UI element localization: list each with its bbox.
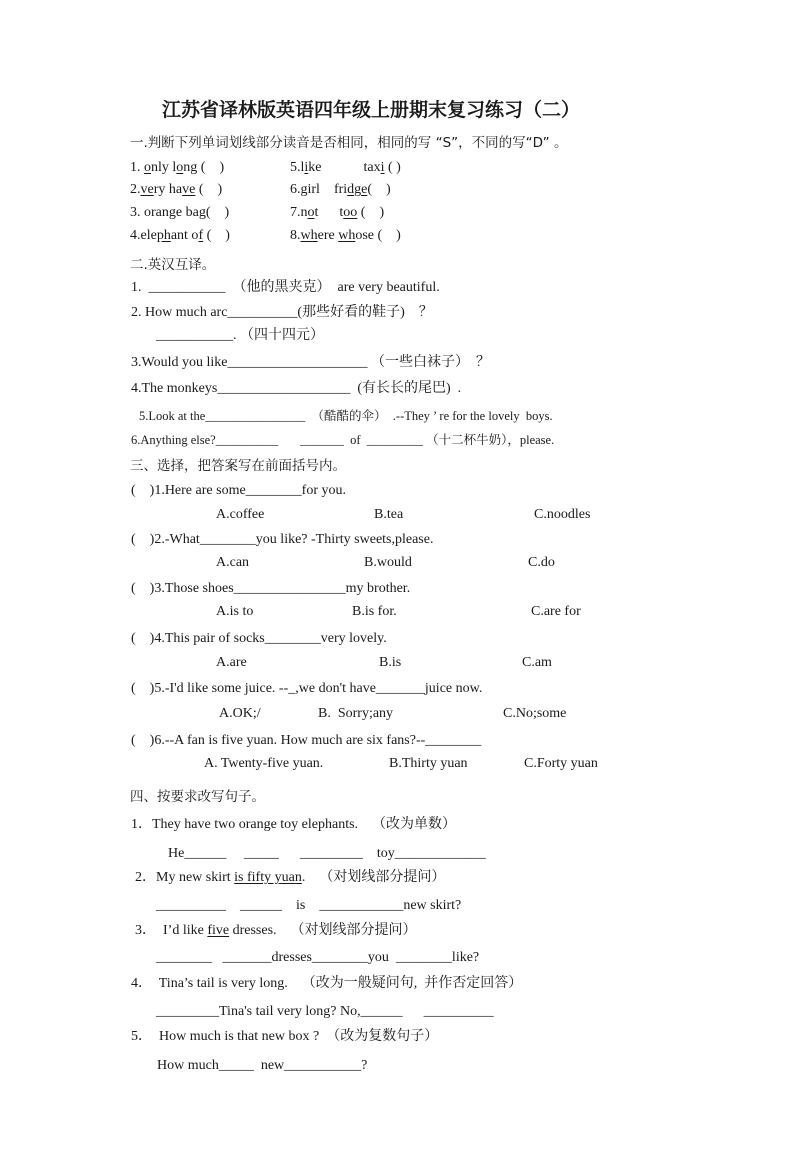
underlined-text: i [380,160,385,175]
section-1-heading: 一.判断下列单词划线部分读音是否相同，相同的写 “S”，不同的写“D” 。 [130,135,568,151]
choice-option-b: B. Sorry;any [318,706,394,721]
underlined-text: wh [338,228,356,243]
translation-item-2-answer: ___________. （四十四元） [156,328,324,343]
choice-option-a: A.OK;/ [219,706,261,721]
choice-option-b: B.is for. [352,604,397,619]
choice-option-c: C.Forty yuan [524,756,598,771]
rewrite-question [135,922,417,940]
underlined-text: ph [156,228,171,243]
text-segment: irl fri [307,182,348,197]
underlined-text: o [176,160,184,175]
text-segment: t t [314,205,344,220]
text-segment: ant o [170,228,199,243]
choice-option-b: B.is [379,655,402,670]
underlined-text: i [304,160,309,175]
phonics-item-right [290,204,384,222]
choice-question-stem: ( )1.Here are some________for you. [131,483,346,498]
choice-option-b: B.tea [374,507,404,522]
underlined-text: o [144,160,151,175]
text-segment: 5． How much is that new box ? （改为复数句子） [131,1029,439,1044]
phonics-item-right [290,227,401,245]
text-segment: 5.l [290,160,305,175]
text-segment: 4.ele [130,228,157,243]
text-segment: 3． I’d like [135,923,208,938]
text-segment: ( ) [367,182,391,197]
choice-option-c: C.noodles [534,507,591,522]
translation-item-4: 4.The monkeys___________________ (有长长的尾巴) . [131,381,462,396]
rewrite-answer-line: __________ ______ is ____________new skirt? [156,898,462,913]
choice-option-a: A. Twenty-five yuan. [204,756,324,771]
text-segment: ( ) [203,228,230,243]
rewrite-answer-line: He______ _____ _________ toy_____________ [168,846,486,861]
choice-option-c: C.do [528,555,555,570]
translation-item-2: 2. How much arc__________(那些好看的鞋子) ？ [131,305,433,320]
underlined-text: g [198,205,206,220]
text-segment: 7.n [290,205,308,220]
text-segment: ( ) [195,182,223,197]
text-segment: ( ) [357,205,385,220]
text-segment: ng ( ) [183,160,225,175]
phonics-item-left [130,204,229,222]
underlined-text: ve [182,182,196,197]
underlined-text: ve [140,182,154,197]
phonics-item-left [130,159,224,177]
rewrite-question [135,869,445,887]
section-2-heading: 二.英汉互译。 [130,257,216,273]
rewrite-question [131,1028,438,1046]
text-segment: ke tax [308,160,381,175]
choice-question-stem: ( )5.-I'd like some juice. --_,we don't have_______juice now. [131,681,483,696]
text-segment: ry ha [153,182,183,197]
underlined-text: is fifty yuan [234,870,302,885]
section-3-heading: 三、选择，把答案写在前面括号内。 [130,458,346,474]
choice-option-a: A.is to [216,604,254,619]
rewrite-answer-line: ________ _______dresses________you ________like? [156,950,480,965]
choice-option-a: A.coffee [216,507,265,522]
phonics-item-right [290,181,391,199]
text-segment: 1. [130,160,144,175]
text-segment: 4． Tina’s tail is very long. （改为一般疑问句, 并作否定回答） [131,976,523,991]
page-title: 江苏省译林版英语四年级上册期末复习练习（二） [162,99,581,121]
underlined-text: o [307,205,315,220]
text-segment: ere [317,228,339,243]
rewrite-question [131,975,522,993]
underlined-text: wh [300,228,318,243]
text-segment: ( ) [205,205,230,220]
section-4-heading: 四、按要求改写句子。 [130,789,265,805]
text-segment: . （对划线部分提问） [301,870,446,885]
text-segment: ( ) [384,160,401,175]
phonics-item-right [290,159,401,177]
text-segment: 6. [290,182,301,197]
text-segment: nly l [151,160,177,175]
choice-option-b: B.Thirty yuan [389,756,468,771]
translation-item-6: 6.Anything else?__________ _______ of _________ （十二杯牛奶），please. [131,433,555,447]
translation-item-5: 5.Look at the________________ （酷酷的伞） .--They ’ re for the lovely boys. [139,409,553,423]
text-segment: 1．They have two orange toy elephants. （改为单数） [131,817,457,832]
underlined-text: oo [343,205,358,220]
rewrite-answer-line: How much_____ new___________? [157,1058,368,1073]
text-segment: 3. orange ba [130,205,199,220]
underlined-text: g [300,182,308,197]
choice-option-c: C.are for [531,604,581,619]
choice-question-stem: ( )3.Those shoes________________my brother. [131,581,411,596]
underlined-text: dge [347,182,368,197]
choice-option-a: A.can [216,555,250,570]
rewrite-answer-line: _________Tina's tail very long? No,______ __________ [156,1004,494,1019]
choice-option-a: A.are [216,655,247,670]
translation-item-1: 1. ___________ （他的黑夹克） are very beautiful. [131,280,440,295]
underlined-text: five [207,923,230,938]
phonics-item-left [130,181,222,199]
translation-item-3: 3.Would you like____________________ （一些白袜子） ？ [131,355,490,370]
text-segment: 2．My new skirt [135,870,235,885]
underlined-text: f [198,228,204,243]
text-segment: 2. [130,182,141,197]
choice-option-c: C.am [522,655,552,670]
text-segment: ose ( ) [355,228,401,243]
choice-option-b: B.would [364,555,412,570]
text-segment: 8. [290,228,301,243]
rewrite-question [131,816,456,834]
choice-option-c: C.No;some [503,706,567,721]
phonics-item-left [130,227,230,245]
choice-question-stem: ( )4.This pair of socks________very lovely. [131,631,387,646]
text-segment: dresses. （对划线部分提问） [229,923,417,938]
choice-question-stem: ( )2.-What________you like? -Thirty sweets,please. [131,532,434,547]
choice-question-stem: ( )6.--A fan is five yuan. How much are six fans?--________ [131,733,482,748]
